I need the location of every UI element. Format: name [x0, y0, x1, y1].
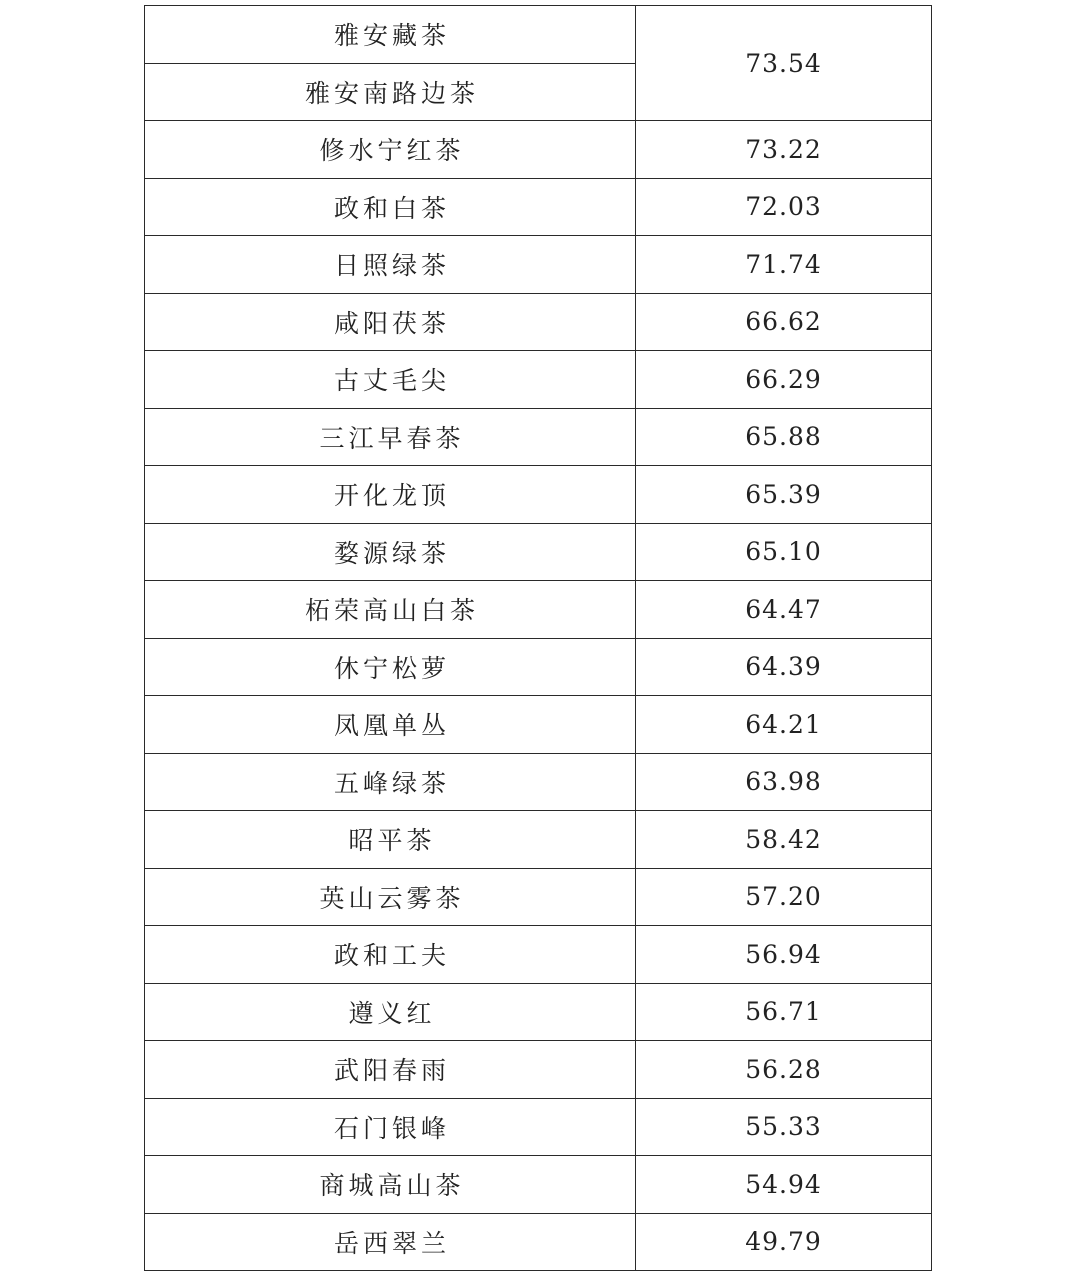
- value-cell: 64.47: [636, 581, 932, 639]
- table-row: [145, 178, 932, 236]
- tea-name-cell: 柘荣高山白茶: [145, 581, 636, 639]
- tea-name-cell: 凤凰单丛: [145, 696, 636, 754]
- table-row: [145, 868, 932, 926]
- table-row: [145, 1213, 932, 1271]
- value-cell: 64.21: [636, 696, 932, 754]
- value-cell: 73.54: [636, 6, 932, 121]
- table-row: [145, 351, 932, 409]
- value-cell: 65.39: [636, 466, 932, 524]
- value-cell: 54.94: [636, 1156, 932, 1214]
- table-row: [145, 236, 932, 294]
- value-cell: 65.88: [636, 408, 932, 466]
- value-cell: 63.98: [636, 753, 932, 811]
- table-row: [145, 926, 932, 984]
- table-row: [145, 581, 932, 639]
- tea-name-cell: 商城高山茶: [145, 1156, 636, 1214]
- table-row: [145, 121, 932, 179]
- table-row: [145, 1041, 932, 1099]
- tea-name-cell: 雅安南路边茶: [145, 63, 636, 121]
- tea-name-cell: 古丈毛尖: [145, 351, 636, 409]
- tea-name-cell: 雅安藏茶: [145, 6, 636, 64]
- value-cell: 58.42: [636, 811, 932, 869]
- tea-name-cell: 政和工夫: [145, 926, 636, 984]
- value-cell: 72.03: [636, 178, 932, 236]
- value-cell: 66.62: [636, 293, 932, 351]
- value-cell: 49.79: [636, 1213, 932, 1271]
- table-row: [145, 696, 932, 754]
- tea-name-cell: 政和白茶: [145, 178, 636, 236]
- tea-name-cell: 昭平茶: [145, 811, 636, 869]
- table-row: [145, 753, 932, 811]
- table-row: [145, 523, 932, 581]
- value-cell: 56.28: [636, 1041, 932, 1099]
- value-cell: 55.33: [636, 1098, 932, 1156]
- tea-name-cell: 遵义红: [145, 983, 636, 1041]
- table-row: [145, 638, 932, 696]
- value-cell: 73.22: [636, 121, 932, 179]
- tea-name-cell: 日照绿茶: [145, 236, 636, 294]
- value-cell: 56.94: [636, 926, 932, 984]
- tea-name-cell: 英山云雾茶: [145, 868, 636, 926]
- value-cell: 64.39: [636, 638, 932, 696]
- tea-name-cell: 石门银峰: [145, 1098, 636, 1156]
- tea-brand-value-table: [144, 5, 932, 1271]
- tea-name-cell: 开化龙顶: [145, 466, 636, 524]
- value-cell: 56.71: [636, 983, 932, 1041]
- tea-name-cell: 五峰绿茶: [145, 753, 636, 811]
- table-row: [145, 811, 932, 869]
- table-row: [145, 466, 932, 524]
- table-row: [145, 1098, 932, 1156]
- tea-name-cell: 岳西翠兰: [145, 1213, 636, 1271]
- tea-name-cell: 三江早春茶: [145, 408, 636, 466]
- tea-name-cell: 修水宁红茶: [145, 121, 636, 179]
- table-row: [145, 408, 932, 466]
- table-row: [145, 1156, 932, 1214]
- tea-name-cell: 咸阳茯茶: [145, 293, 636, 351]
- value-cell: 71.74: [636, 236, 932, 294]
- tea-name-cell: 休宁松萝: [145, 638, 636, 696]
- table-row: [145, 6, 932, 64]
- table-row: [145, 983, 932, 1041]
- tea-name-cell: 武阳春雨: [145, 1041, 636, 1099]
- tea-name-cell: 婺源绿茶: [145, 523, 636, 581]
- value-cell: 57.20: [636, 868, 932, 926]
- table-row: [145, 293, 932, 351]
- value-cell: 65.10: [636, 523, 932, 581]
- value-cell: 66.29: [636, 351, 932, 409]
